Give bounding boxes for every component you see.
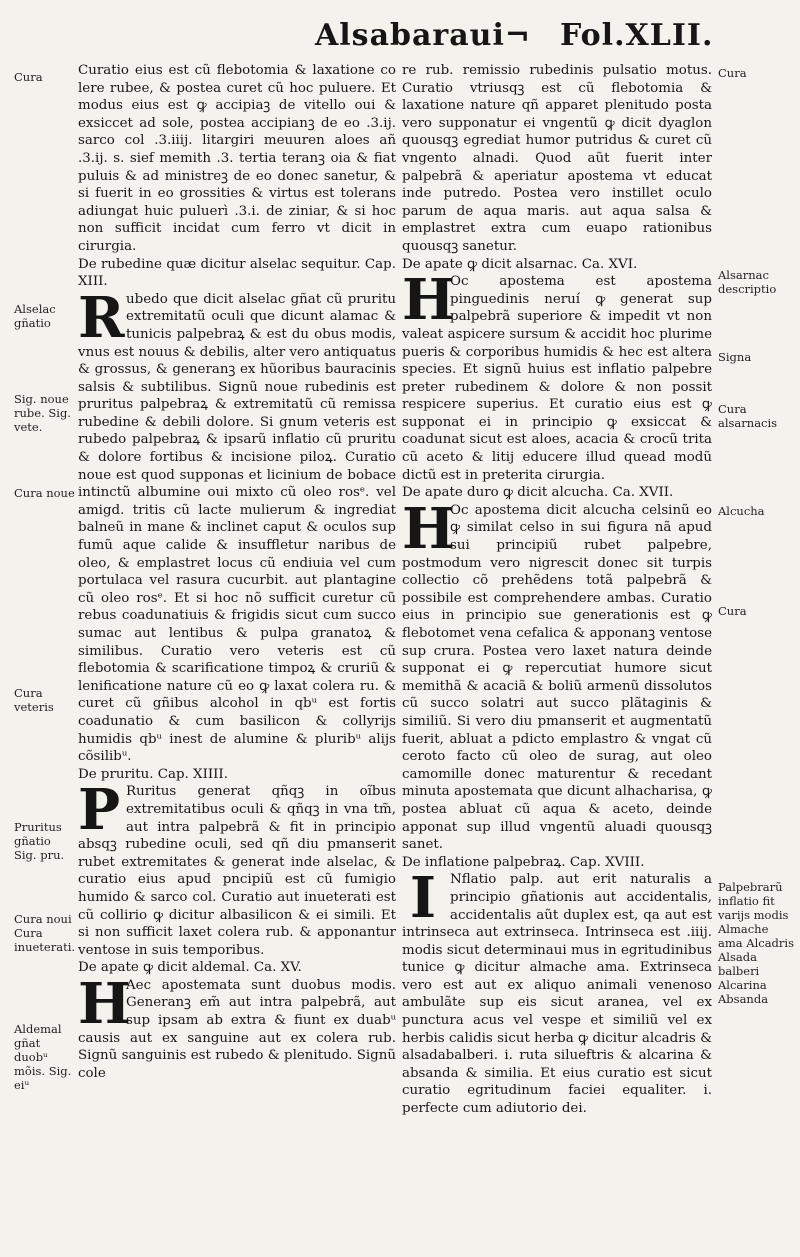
drop-cap: H xyxy=(402,495,455,562)
drop-cap: H xyxy=(78,970,131,1037)
margin-note: Aldemal gñat duobᵘ mõis. Sig. eiᵘ xyxy=(14,1022,72,1092)
margin-note: Alselac gñatio xyxy=(14,302,56,330)
paragraph xyxy=(78,970,396,1083)
paragraph-text: Nflatio palp. aut erit naturalis a principio gñationis aut accidentalis, accidentalis aũt duplex est, qa aut est intrinseca aut extrinseca. Intrinseca est .iiij. modis sicut determinaui mus in egritudinibus tunice ꝙ dicitur almache ama. Extrinseca vero est aut ex aliquo animali venenoso ambulãte sup eis sicut aranea, vel ex punctura acus vel vespe et similiũ vel ex herbis calidis sicut herba ꝙ dicitur alcadris & alsadabalberi. i. ruta silueftris & alcarina & absanda & similia. Et eius curatio est sicut curatio egritudinum faciei equaliter. i. perfecte cum adiutorio dei. xyxy=(402,872,712,1117)
chapter-heading: De apate duro ꝙ dicit alcucha. Ca. XVII. xyxy=(402,485,674,501)
paragraph xyxy=(78,284,396,766)
paragraph-text: Oc apostema dicit alcucha celsinũ eo ꝙ similat celso in sui figura nã apud sui principiũ rubet palpebre, postmodum vero nigrescit donec sit turpis collectio cõ prehẽdens totã palpebrã & possibile est comprehendere ambas. Curatio eius in principio sue generationis est ꝙ flebotomet vena cefalica & apponanꝫ ventose sup crura. Postea vero laxet natura deinde supponat ei ꝙ repercutiat humore sicut memithã & acaciã & boliũ armenũ dissolutos cũ succo solatri aut succo plãtaginis & similiũ. Si vero diu pmanserit et augmentatũ fuerit, abluat a pdicto emplastro & vngat cũ ceroto facto cũ oleo de surag, aut oleo camomille donec maturentur & recedant minuta apostemata que dicunt alhacharisa, ꝙ postea abluat cũ aqua & aceto, deinde apponat sup illud vngentũ aluadi quousqꝫ sanet. xyxy=(402,502,712,853)
left-text-column xyxy=(78,62,396,1082)
running-title: Alsabaraui¬ xyxy=(315,18,532,53)
paragraph xyxy=(402,267,712,484)
paragraph: Curatio eius est cũ flebotomia & laxatione co lere rubee, & postea curet cũ hoc puluere. Et modus eius est ꝙ accipiaꝫ de vitello oui & exsiccet ad sole, postea accipianꝫ de eo .3.ij. sarco col .3.iiij. litargiri meuuren aloes añ .3.ij. s. sief memith .3. tertia teranꝫ oia & fiat puluis & ad ministreꝫ de eo donec sanetur, & si fuerit in eo grossities & virtus est tolerans adiungat huic puluerì .3.i. de ziniar, & si hoc non sufficit incidat cum ferro vt dicit in cirurgia. xyxy=(78,63,396,254)
paragraph-text: ubedo que dicit alselac gñat cũ pruritu extremitatũ oculi que dicunt alamac & tunicis palpebraꝝ & est du obus modis, vnus est nouus & debilis, alter vero antiquatus & grossus, & generanꝫ ex hũoribus bauracinis salsis & subtilibus. Signũ noue rubedinis est pruritus palpebraꝝ & extremitatũ cũ remissa rubedine & debili dolore. Si gnum veteris est rubedo palpebraꝝ & ipsarũ inflatio cũ pruritu & dolore fortibus & incisione piloꝝ. Curatio noue est quod supponas et licinium de bobace intinctũ albumine oui mixto cũ oleo rosᵉ. vel amigd. tritis cũ lacte mulierum & ingrediat balneũ in mane & inclinet caput & oculos sup fumũ aque calide & insuffletur naribus de oleo, & emplastret locus cũ endiuia vel cum portulaca vel rasura cucurbit. aut plantagine cũ oleo rosᵉ. Et si hoc nõ sufficit curetur cũ rebus coadunatiuis & frigidis sicut cum succo sumac aut lentibus & pulpa granatoꝝ & similibus. Curatio vero veteris est cũ flebotomia & scarificatione timpoꝝ & cruriũ & lenificatione nature cũ eo ꝙ laxat colera ru. & curet cũ gñibus alcohol in qbᵘ est fortis coadunatio & cum basilicon & collyrijs humidis qbᵘ inest de alumine & pluribᵘ alijs cõsilibᵘ. xyxy=(78,291,396,765)
margin-note: Alcucha xyxy=(718,504,765,518)
paragraph-text: Aec apostemata sunt duobus modis. Generanꝫ em̃ aut intra palpebrã, aut sup ipsam ab extra & fiunt ex duabᵘ causis aut ex sanguine aut ex colera rub. Signũ sanguinis est rubedo & plenitudo. Signũ cole xyxy=(78,977,396,1081)
drop-cap: I xyxy=(409,865,437,932)
folio-number: Fol.XLII. xyxy=(560,18,714,53)
chapter-heading: De inflatione palpebraꝝ. Cap. XVIII. xyxy=(402,854,645,870)
right-text-column xyxy=(402,62,712,1118)
paragraph xyxy=(402,865,712,1117)
margin-note: Cura alsarnacis xyxy=(718,402,778,430)
paragraph-text: Ruritus generat qñqꝫ in oĩbus extremitatibus oculi & qñqꝫ in vna tm̃, aut intra palpebrã & fit in principio absqꝫ rubedine oculi, sed qñ diu pmanserit rubet extremitates & generat inde alselac, & curatio eius apud pncipiũ est cũ fumigio humido & sarco col. Curatio aut inueterati est cũ collirio ꝙ dicitur albasilicon & ei simili. Et si non sufficit laxet colera rub. & apponantur ventose in suis temporibus. xyxy=(78,784,396,958)
margin-note: Pruritus gñatio Sig. pru. xyxy=(14,820,65,862)
chapter-heading: De rubedine quæ dicitur alselac sequitur. Cap. XIII. xyxy=(78,256,396,290)
paragraph-text: Oc apostema est apostema pinguedinis neruí ꝙ generat sup palpebrã superiore & impedit vt non valeat aspicere sursum & accidit hoc plurime pueris & corporibus humidis & hec est altera species. Et signũ huius est inflatio palpebre preter rubedinem & dolore & non possit respicere superius. Et curatio eius est ꝙ supponat ei in principio ꝙ exsiccat & coadunat sicut est aloes, acacia & crocũ trita cũ aceto & litij educere illud quead modũ dictũ est in preterita cirurgia. xyxy=(402,274,712,483)
margin-note: Sig. noue rube. Sig. vete. xyxy=(14,392,71,434)
drop-cap: H xyxy=(402,267,455,334)
margin-note: Signa xyxy=(718,350,752,364)
drop-cap: P xyxy=(78,777,121,844)
paragraph xyxy=(402,495,712,854)
margin-note: Palpebrarũ inflatio fit varijs modis Almache ama Alcadris Alsada balberi Alcarina Absanda xyxy=(718,880,794,1006)
drop-cap: R xyxy=(78,284,125,351)
margin-note: Cura noue xyxy=(14,486,75,500)
paragraph: re rub. remissio rubedinis pulsatio motus. Curatio vtriusqꝫ est cũ flebotomia & laxatione nature qñ apparet plenitudo posta vero supponatur ei vngentũ ꝙ dicit dyaglon quousqꝫ egrediat humor putridus & curet cũ vngento alnadi. Quod aũt fuerit inter palpebrã & aperiatur apostema vt educat inde putredo. Postea vero instillet oculo parum de aqua maris. aut aqua salsa & emplastret extra cum euapo rationibus quousqꝫ sanetur. xyxy=(402,63,712,254)
chapter-heading: De apate ꝙ dicit alsarnac. Ca. XVI. xyxy=(402,256,638,272)
chapter-heading: De apate ꝙ dicit aldemal. Ca. XV. xyxy=(78,960,302,976)
chapter-heading: De pruritu. Cap. XIIII. xyxy=(78,766,228,782)
margin-note: Cura veteris xyxy=(14,686,54,714)
margin-note: Alsarnac descriptio xyxy=(718,268,777,296)
margin-note: Cura xyxy=(718,604,747,618)
margin-note: Cura xyxy=(14,70,43,84)
margin-note: Cura xyxy=(718,66,747,80)
paragraph xyxy=(78,777,396,959)
margin-note: Cura noui Cura inueterati. xyxy=(14,912,76,954)
